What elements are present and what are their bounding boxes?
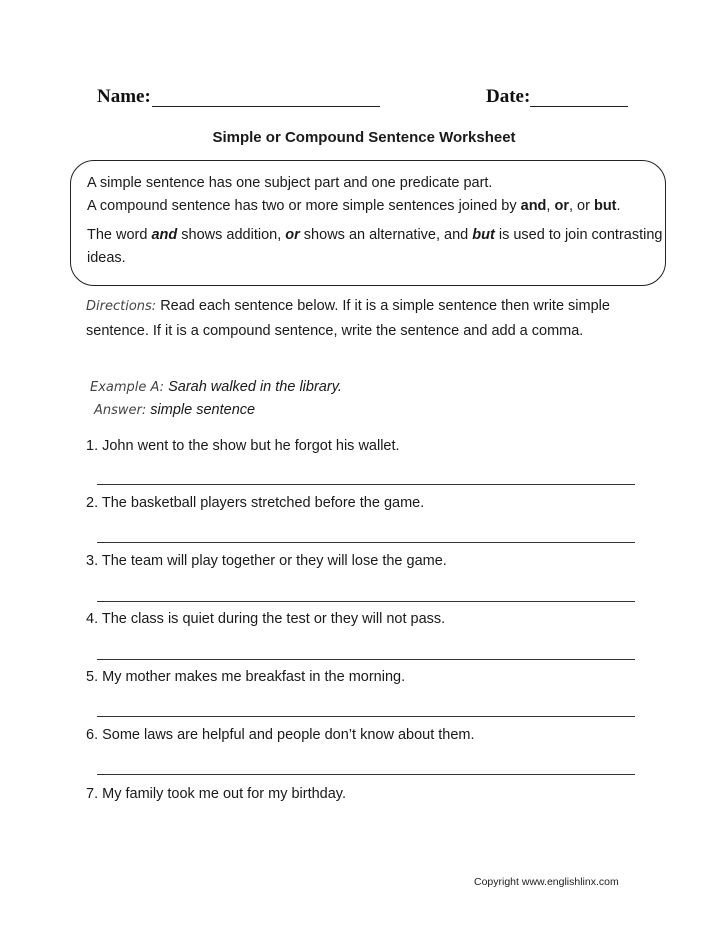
example-label: Example A:: [90, 380, 165, 395]
answer-label: Answer:: [94, 403, 147, 418]
conj-but-italic: but: [472, 227, 495, 243]
example-sentence: Sarah walked in the library.: [168, 379, 342, 395]
conj-or: or: [554, 198, 569, 214]
definition-box: [70, 160, 666, 286]
example-row: [90, 376, 342, 399]
directions-text: Read each sentence below. If it is a simple sentence then write simple sentence. If it is a compound sentence, write the sentence and add a comma.: [86, 298, 610, 339]
conj-and: and: [520, 198, 547, 214]
answer-row: [90, 399, 342, 422]
separator: .: [616, 198, 621, 214]
question-7: 7. My family took me out for my birthday.: [86, 786, 347, 802]
date-label: Date:: [486, 86, 531, 107]
name-field-line[interactable]: [152, 106, 380, 107]
directions-label: Directions:: [86, 299, 157, 314]
question-2: 2. The basketball players stretched before the game.: [86, 495, 425, 511]
para-text: shows an alternative, and: [299, 227, 473, 243]
definition-simple: [87, 172, 665, 195]
worksheet-title: Simple or Compound Sentence Worksheet: [212, 129, 516, 146]
answer-line-5[interactable]: [97, 716, 635, 717]
name-label: Name:: [97, 86, 151, 107]
definition-compound: [87, 195, 665, 218]
date-field-line[interactable]: [530, 106, 628, 107]
answer-line-2[interactable]: [97, 542, 635, 543]
para-text: shows addition,: [177, 227, 286, 243]
definition-conjunctions: [87, 224, 665, 270]
separator: , or: [568, 198, 594, 214]
definition-simple-text: A simple sentence has one subject part and one predicate part.: [87, 175, 493, 191]
answer-line-4[interactable]: [97, 659, 635, 660]
answer-line-3[interactable]: [97, 601, 635, 602]
definition-compound-text: A compound sentence has two or more simple sentences joined by: [87, 198, 521, 214]
example-answer: simple sentence: [150, 402, 256, 418]
directions: [86, 294, 646, 343]
question-6: 6. Some laws are helpful and people don’t know about them.: [86, 727, 475, 743]
para-text: is used to join contrasting ideas.: [87, 227, 663, 266]
conj-but: but: [593, 198, 617, 214]
copyright: Copyright www.englishlinx.com: [474, 876, 619, 888]
question-1: 1. John went to the show but he forgot his wallet.: [86, 438, 400, 454]
question-5: 5. My mother makes me breakfast in the morning.: [86, 669, 406, 685]
para-text: The word: [87, 227, 152, 243]
question-4: 4. The class is quiet during the test or they will not pass.: [86, 611, 446, 627]
conj-or-italic: or: [285, 227, 300, 243]
answer-line-6[interactable]: [97, 774, 635, 775]
conj-and-italic: and: [151, 227, 178, 243]
example-block: [90, 376, 342, 422]
answer-line-1[interactable]: [97, 484, 635, 485]
separator: ,: [546, 198, 555, 214]
question-3: 3. The team will play together or they will lose the game.: [86, 553, 447, 569]
